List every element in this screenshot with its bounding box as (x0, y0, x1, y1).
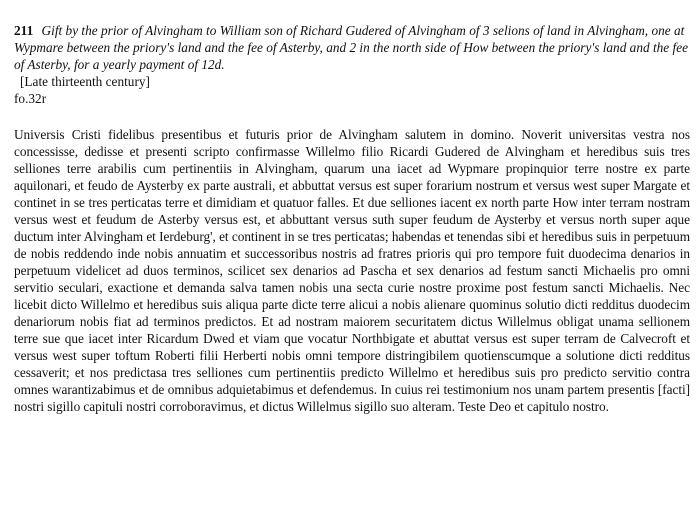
charter-text: Universis Cristi fidelibus presentibus et futuris prior de Alvingham salutem in domino. Noverit universitas vestra nos concessisse, dedisse et presenti scripto confirmasse Willelmo filio Ricardi Gudered de Alvingham et heredibus suis tres selliones terre arabilis cum pertinentiis in Alvingham, quarum una iacet ad Wypmare propinquior terre nostre ex parte aquilonari, et feudo de Aysterby ex parte australi, et abbuttat versus est super forarium nostrum et versus west super Margate et continet in se tres perticatas terre et dimidiam et quatuor falles. Et due selliones iacent ex north parte How inter terram nostram versus west et feudum de Asterby versus est, et abbuttant versus suth super feudum de Aysterby et versus north super aque ductum inter Alvingham et Ierdeburg', et continent in se tres perticatas; habendas et tenendas sibi et heredibus suis in perpetuum de nobis reddendo inde nobis annuatim et successoribus nostris ad fratres prioris qui pro tempore fuit duodecima denarios in perpetuum videlicet ad duos terminos, scilicet sex denarios ad Pascha et sex denarios ad festum sancti Michaelis pro omni servitio seculari, exactione et demanda salva tamen nobis una secta curie nostre proxime post festum sancti Michaelis. Nec licebit dicto Willelmo et heredibus suis aliqua parte dicte terre alicui a nobis alienare quominus solutio dicti redditus duodecim denariorum nobis fiat ad terminos predictos. Et ad nostram maiorem securitatem dictus Willelmus obligat unama sellionem terre sue que iacet inter Ricardum Dwed et viam que vocatur Northbigate et abuttat versus est super terram de Calvecroft et versus west super toftum Roberti filii Herberti nobis omni tempore distringibilem quotienscumque a solutione dicti redditus cessaverit; et nos predictasa tres selliones cum pertinentiis predicto Willelmo et heredibus suis pro predicto servitio contra omnes warantizabimus et de omnibus adquietabimus et defendemus. In cuius rei testimonium nos unam partem presentis [facti] nostri sigillo capituli nostri corroboravimus, et dictus Willelmus sigillo suo alteram. Teste Deo et capitulo nostro. (14, 127, 690, 414)
entry-summary: Gift by the prior of Alvingham to William son of Richard Gudered of Alvingham of 3 selions of land in Alvingham, one at Wypmare between the priory's land and the fee of Asterby, and 2 in the north side of How between the priory's land and the fee of Asterby, for a yearly payment of 12d. (14, 23, 689, 72)
entry-date: [Late thirteenth century] (20, 74, 150, 89)
entry-heading (14, 22, 690, 73)
folio-reference: fo.32r (14, 91, 47, 106)
document-page (14, 22, 690, 415)
entry-number: 211 (14, 23, 34, 38)
